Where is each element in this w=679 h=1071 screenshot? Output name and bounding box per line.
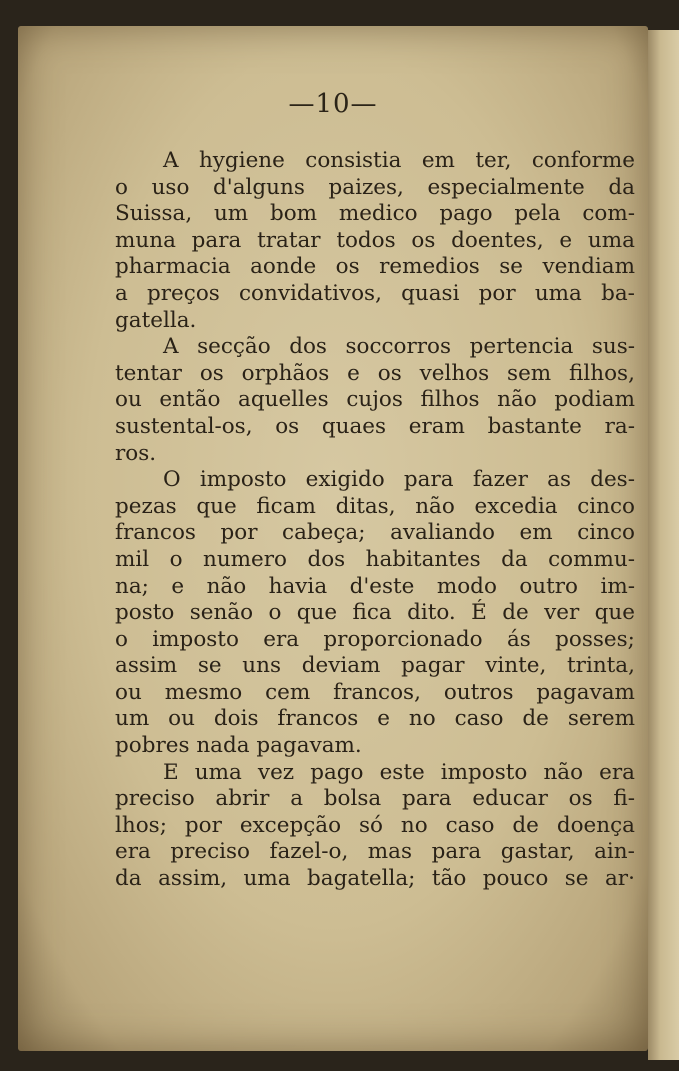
text-line: ou então aquelles cujos filhos não podiam: [115, 387, 635, 413]
text-line: mil o numero dos habitantes da commu-: [115, 546, 635, 572]
text-line: lhos; por excepção só no caso de doença: [115, 812, 635, 838]
text-line: pezas que ficam ditas, não excedia cinco: [115, 493, 635, 519]
text-line: a preços convidativos, quasi por uma ba-: [115, 280, 635, 306]
text-line: muna para tratar todos os doentes, e uma: [115, 227, 635, 253]
text-line: posto senão o que fica dito. É de ver que: [115, 600, 635, 626]
text-line: E uma vez pago este imposto não era: [163, 759, 635, 785]
text-line: pobres nada pagavam.: [115, 733, 362, 759]
text-line: pharmacia aonde os remedios se vendiam: [115, 254, 635, 280]
text-line: ou mesmo cem francos, outros pagavam: [115, 679, 635, 705]
text-line: o uso d'alguns paizes, especialmente da: [115, 174, 635, 200]
text-line: na; e não havia d'este modo outro im-: [115, 573, 635, 599]
text-line: preciso abrir a bolsa para educar os fi-: [115, 786, 635, 812]
text-line: um ou dois francos e no caso de serem: [115, 706, 635, 732]
text-line: Suissa, um bom medico pago pela com-: [115, 201, 635, 227]
text-line: gatella.: [115, 307, 197, 333]
text-line: o imposto era proporcionado ás posses;: [115, 626, 635, 652]
text-line: O imposto exigido para fazer as des-: [163, 467, 635, 493]
text-line: assim se uns deviam pagar vinte, trinta,: [115, 653, 635, 679]
adjacent-page-edge: [648, 30, 679, 1060]
text-line: sustental-os, os quaes eram bastante ra-: [115, 413, 635, 439]
text-line: francos por cabeça; avaliando em cinco: [115, 520, 635, 546]
book-page: [18, 26, 648, 1051]
text-line: tentar os orphãos e os velhos sem filhos,: [115, 360, 635, 386]
text-line: A secção dos soccorros pertencia sus-: [163, 334, 635, 360]
text-line: ros.: [115, 440, 157, 466]
page-number: —10—: [288, 89, 378, 119]
body-text: [115, 148, 635, 893]
text-line: da assim, uma bagatella; tão pouco se ar·: [115, 866, 635, 892]
text-line: A hygiene consistia em ter, conforme: [163, 148, 635, 173]
text-line: era preciso fazel-o, mas para gastar, ain-: [115, 839, 635, 865]
